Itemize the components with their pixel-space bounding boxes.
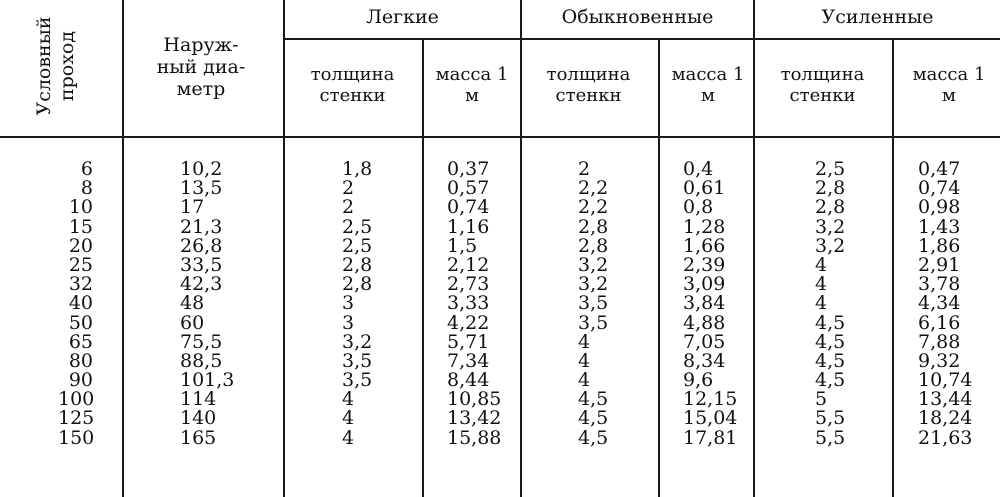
- table-cell: 1,66: [683, 234, 726, 257]
- table-cell: 101,3: [180, 369, 235, 392]
- column-divider: [753, 0, 755, 497]
- table-cell: 0,47: [918, 158, 961, 180]
- table-cell: 15: [68, 215, 93, 238]
- table-cell: 4,22: [447, 311, 490, 334]
- column-divider: [283, 0, 285, 497]
- table-cell: 3,5: [342, 369, 373, 392]
- table-cell: 13,44: [918, 388, 973, 411]
- table-cell: 6: [80, 158, 93, 180]
- table-cell: 5,71: [447, 330, 490, 353]
- table-cell: 10: [68, 196, 93, 219]
- table-cell: 0,37: [447, 158, 490, 180]
- header-light-thickness: толщина стенки: [310, 64, 395, 106]
- column-light-mass: [447, 160, 517, 448]
- header-nominal-bore: Условный проход: [33, 16, 78, 116]
- table-cell: 1,43: [918, 215, 961, 238]
- column-reinforced-thickness: [815, 160, 885, 448]
- table-cell: 2,73: [447, 273, 490, 296]
- table-cell: 4: [815, 292, 828, 315]
- table-cell: 7,88: [918, 330, 961, 353]
- table-cell: 13,42: [447, 407, 502, 430]
- table-cell: 100: [58, 388, 95, 411]
- table-cell: 2,2: [578, 177, 609, 200]
- table-cell: 1,16: [447, 215, 490, 238]
- table-cell: 8,34: [683, 349, 726, 372]
- table-cell: 2: [578, 158, 591, 180]
- table-cell: 3,2: [578, 273, 609, 296]
- table-cell: 15,88: [447, 426, 502, 449]
- table-cell: 2,8: [342, 253, 373, 276]
- table-cell: 0,4: [683, 158, 714, 180]
- table-cell: 4,5: [578, 407, 609, 430]
- table-cell: 3,84: [683, 292, 726, 315]
- table-cell: 2,91: [918, 253, 961, 276]
- table-cell: 7,05: [683, 330, 726, 353]
- table-cell: 3,5: [342, 349, 373, 372]
- table-cell: 2,5: [342, 234, 373, 257]
- table-cell: 4: [578, 349, 591, 372]
- table-cell: 165: [180, 426, 217, 449]
- table-cell: 18,24: [918, 407, 973, 430]
- table-cell: 1,5: [447, 234, 478, 257]
- header-group-light: Легкие: [366, 6, 439, 28]
- table-cell: 4,5: [578, 388, 609, 411]
- header-ordinary-thickness: толщина стенкн: [546, 64, 631, 106]
- table-cell: 7,34: [447, 349, 490, 372]
- header-group-reinforced: Усиленные: [821, 6, 934, 28]
- table-cell: 150: [58, 426, 95, 449]
- table-cell: 2,5: [815, 158, 846, 180]
- table-cell: 3,33: [447, 292, 490, 315]
- table-cell: 33,5: [180, 253, 223, 276]
- table-cell: 125: [58, 407, 95, 430]
- table-cell: 4: [815, 273, 828, 296]
- table-cell: 88,5: [180, 349, 223, 372]
- table-cell: 3,2: [578, 253, 609, 276]
- table-cell: 10,2: [180, 158, 223, 180]
- table-cell: 21,3: [180, 215, 223, 238]
- table-cell: 3,78: [918, 273, 961, 296]
- header-outer-diameter: Наруж-ный диа-метр: [156, 34, 246, 100]
- table-cell: 5,5: [815, 407, 846, 430]
- table-cell: 2,12: [447, 253, 490, 276]
- column-divider: [122, 0, 124, 497]
- table-cell: 15,04: [683, 407, 738, 430]
- table-cell: 9,6: [683, 369, 714, 392]
- table-cell: 0,8: [683, 196, 714, 219]
- table-cell: 2,8: [815, 177, 846, 200]
- table-cell: 40: [68, 292, 93, 315]
- column-outer-diameter: [180, 160, 270, 448]
- table-cell: 8,44: [447, 369, 490, 392]
- column-nominal-bore: [58, 160, 93, 448]
- table-cell: 65: [68, 330, 93, 353]
- table-cell: 4,5: [815, 369, 846, 392]
- table-cell: 3,2: [815, 234, 846, 257]
- header-light-mass: масса 1 м: [435, 64, 509, 106]
- table-cell: 4: [578, 369, 591, 392]
- table-cell: 1,8: [342, 158, 373, 180]
- column-light-thickness: [342, 160, 412, 448]
- table-cell: 2,8: [578, 234, 609, 257]
- column-ordinary-mass: [683, 160, 753, 448]
- table-cell: 0,74: [918, 177, 961, 200]
- table-cell: 60: [180, 311, 205, 334]
- table-cell: 42,3: [180, 273, 223, 296]
- table-cell: 3,2: [815, 215, 846, 238]
- column-divider: [520, 0, 522, 497]
- table-cell: 0,57: [447, 177, 490, 200]
- header-ordinary-mass: масса 1 м: [671, 64, 745, 106]
- table-cell: 4,88: [683, 311, 726, 334]
- table-cell: 2: [342, 196, 355, 219]
- table-cell: 4,5: [815, 349, 846, 372]
- table-cell: 17: [180, 196, 205, 219]
- header-reinforced-thickness: толщина стенки: [780, 64, 865, 106]
- table-cell: 2,2: [578, 196, 609, 219]
- column-reinforced-mass: [918, 160, 993, 448]
- table-cell: 4,5: [578, 426, 609, 449]
- table-cell: 4,34: [918, 292, 961, 315]
- table-cell: 2,8: [815, 196, 846, 219]
- table-cell: 4: [342, 426, 355, 449]
- table-cell: 9,32: [918, 349, 961, 372]
- group-header-rule: [283, 38, 1000, 40]
- table-cell: 5: [815, 388, 828, 411]
- table-cell: 4,5: [815, 311, 846, 334]
- table-cell: 1,28: [683, 215, 726, 238]
- header-bottom-rule: [0, 136, 1000, 138]
- table-cell: 90: [68, 369, 93, 392]
- table-cell: 48: [180, 292, 205, 315]
- table-cell: 10,74: [918, 369, 973, 392]
- table-cell: 8: [80, 177, 93, 200]
- table-cell: 2: [342, 177, 355, 200]
- column-divider: [892, 40, 894, 497]
- column-ordinary-thickness: [578, 160, 648, 448]
- column-divider: [422, 40, 424, 497]
- table-cell: 2,39: [683, 253, 726, 276]
- header-group-ordinary: Обыкновенные: [561, 6, 714, 28]
- table-cell: 3: [342, 311, 355, 334]
- table-cell: 114: [180, 388, 217, 411]
- table-cell: 80: [68, 349, 93, 372]
- table-cell: 25: [68, 253, 93, 276]
- table-cell: 3,5: [578, 292, 609, 315]
- table-cell: 3,09: [683, 273, 726, 296]
- table-cell: 140: [180, 407, 217, 430]
- table-cell: 4: [815, 253, 828, 276]
- table-cell: 6,16: [918, 311, 961, 334]
- table-cell: 5,5: [815, 426, 846, 449]
- table-cell: 26,8: [180, 234, 223, 257]
- table-cell: 0,61: [683, 177, 726, 200]
- table-cell: 10,85: [447, 388, 502, 411]
- table-cell: 4,5: [815, 330, 846, 353]
- table-cell: 2,8: [342, 273, 373, 296]
- table-cell: 32: [68, 273, 93, 296]
- table-cell: 50: [68, 311, 93, 334]
- table-cell: 2,5: [342, 215, 373, 238]
- table-cell: 3,2: [342, 330, 373, 353]
- table-cell: 1,86: [918, 234, 961, 257]
- column-divider: [658, 40, 660, 497]
- table-cell: 12,15: [683, 388, 738, 411]
- table-cell: 4: [578, 330, 591, 353]
- table-cell: 4: [342, 388, 355, 411]
- table-cell: 0,98: [918, 196, 961, 219]
- header-reinforced-mass: масса 1 м: [912, 64, 986, 106]
- table-cell: 75,5: [180, 330, 223, 353]
- table-cell: 3: [342, 292, 355, 315]
- table-cell: 2,8: [578, 215, 609, 238]
- table-cell: 3,5: [578, 311, 609, 334]
- table-cell: 0,74: [447, 196, 490, 219]
- table-cell: 21,63: [918, 426, 973, 449]
- table-cell: 17,81: [683, 426, 738, 449]
- table-cell: 13,5: [180, 177, 223, 200]
- table-cell: 20: [68, 234, 93, 257]
- table-cell: 4: [342, 407, 355, 430]
